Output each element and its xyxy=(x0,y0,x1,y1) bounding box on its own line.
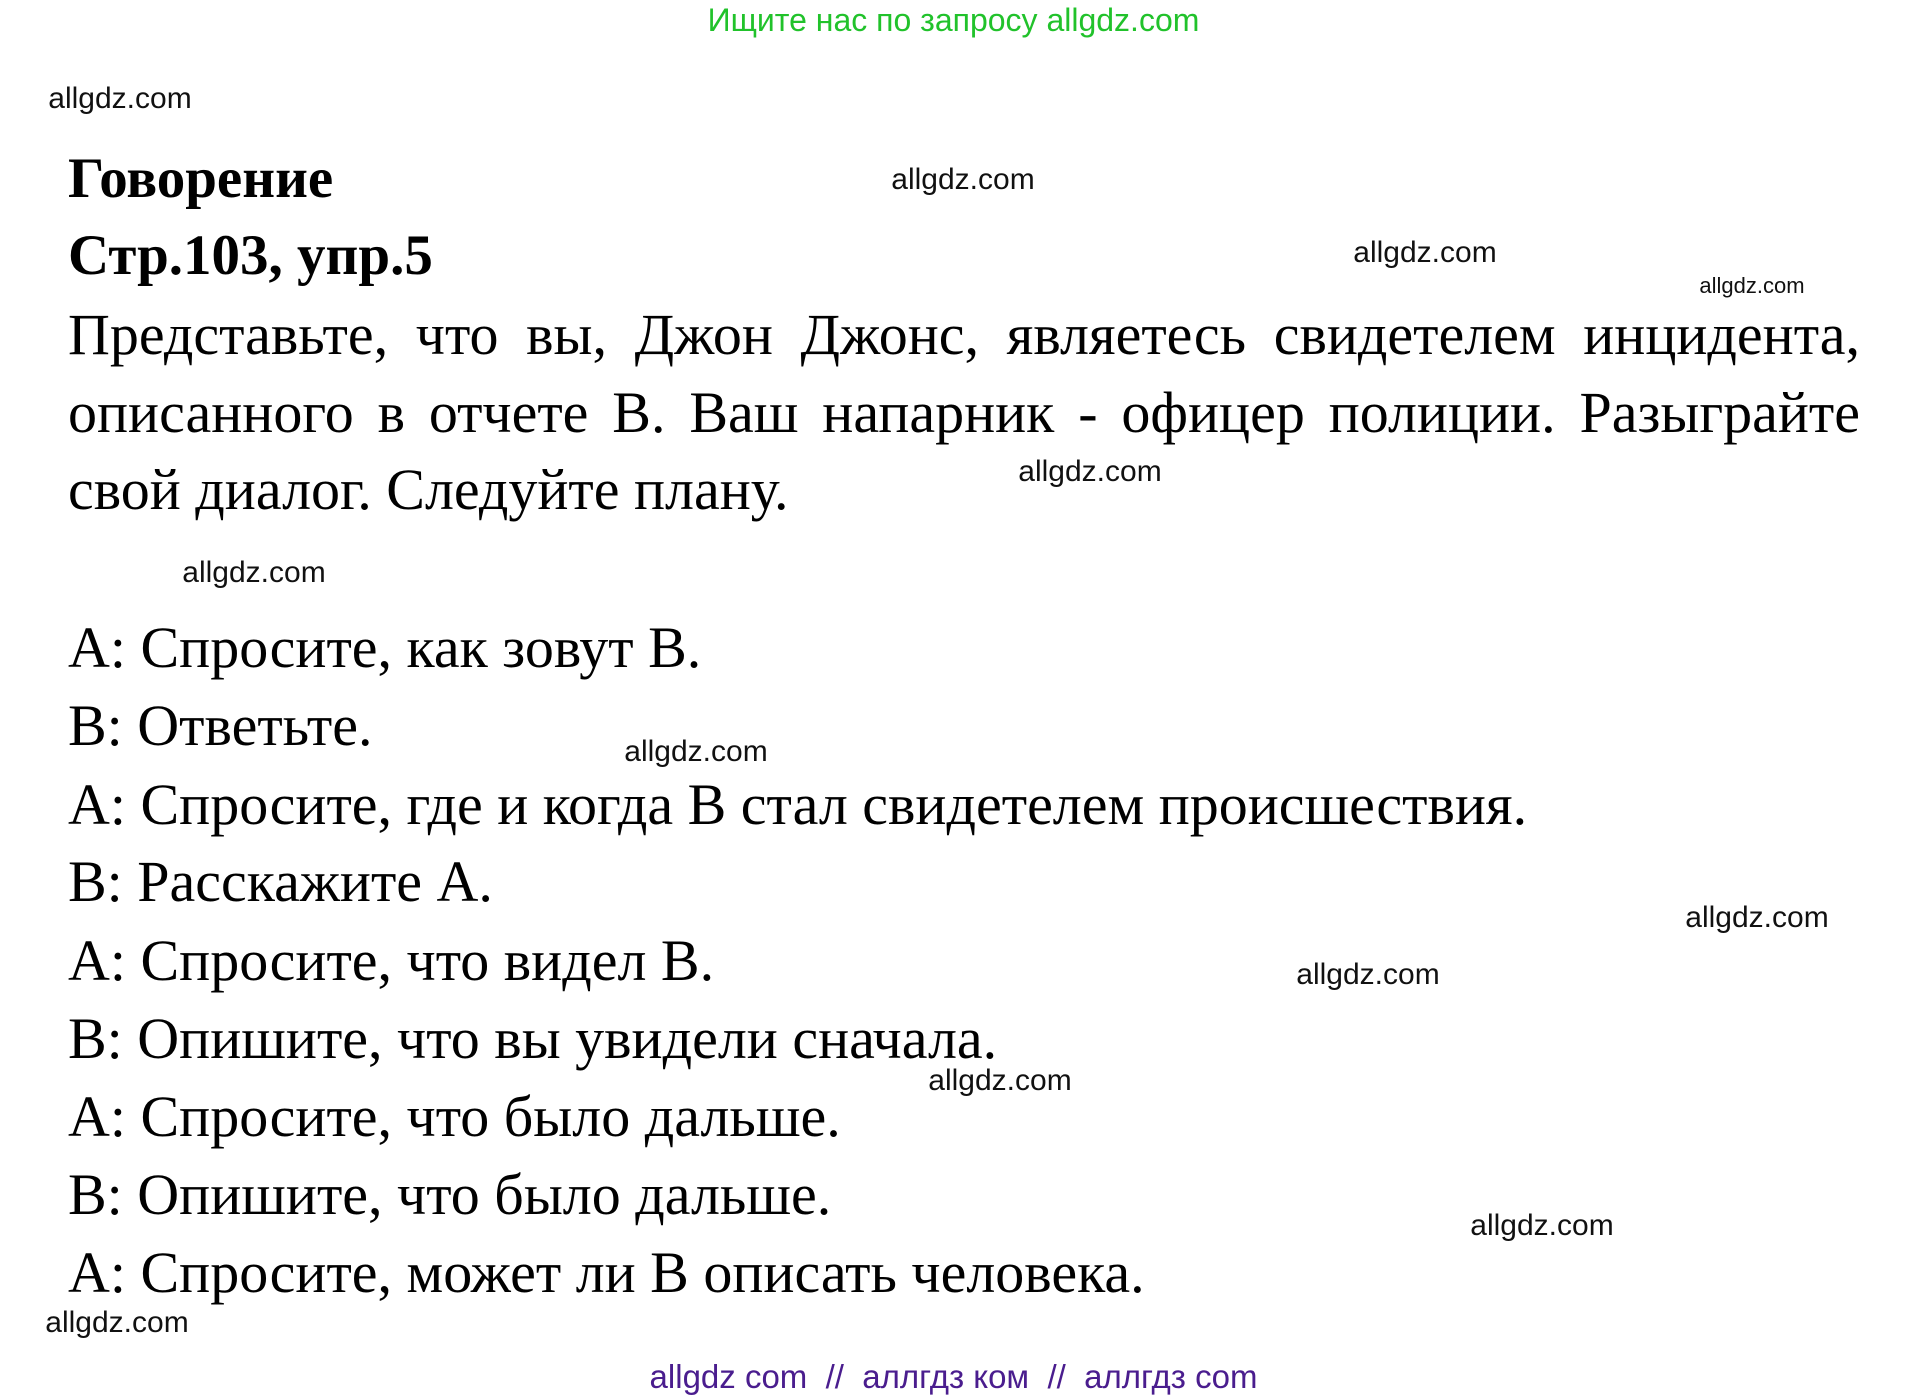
instruction-line: свой диалог. Следуйте плану. xyxy=(68,457,789,522)
dialogue-line: B: Расскажите A. xyxy=(68,849,493,914)
watermark: allgdz.com xyxy=(928,1064,1072,1097)
watermark: allgdz.com xyxy=(1685,901,1829,934)
watermark: allgdz.com xyxy=(45,1306,189,1339)
dialogue-line: B: Опишите, что было дальше. xyxy=(68,1162,832,1227)
watermark: allgdz.com xyxy=(1296,958,1440,991)
dialogue-line: B: Ответьте. xyxy=(68,693,373,758)
instruction-line: Представьте, что вы, Джон Джонс, являетесь свидетелем инцидента, xyxy=(68,302,1860,367)
section-title: Говорение xyxy=(68,147,334,210)
watermark: allgdz.com xyxy=(624,735,768,768)
watermark: allgdz.com xyxy=(1470,1209,1614,1242)
instruction-line: описанного в отчете B. Ваш напарник - офицер полиции. Разыграйте xyxy=(68,380,1860,445)
watermark: allgdz.com xyxy=(1353,236,1497,269)
top-banner: Ищите нас по запросу allgdz.com xyxy=(707,2,1200,38)
watermark: allgdz.com xyxy=(48,82,192,115)
dialogue-line: A: Спросите, что было дальше. xyxy=(68,1084,841,1149)
watermark: allgdz.com xyxy=(891,163,1035,196)
bottom-banner: allgdz com // аллгдз ком // аллгдз com xyxy=(649,1358,1258,1395)
dialogue-line: A: Спросите, может ли B описать человека. xyxy=(68,1240,1145,1305)
watermark: allgdz.com xyxy=(182,556,326,589)
exercise-reference: Стр.103, упр.5 xyxy=(68,224,433,287)
dialogue-line: A: Спросите, что видел B. xyxy=(68,928,715,993)
watermark: allgdz.com xyxy=(1699,273,1805,298)
watermark: allgdz.com xyxy=(1018,455,1162,488)
dialogue-line: B: Опишите, что вы увидели сначала. xyxy=(68,1006,998,1071)
dialogue-line: A: Спросите, где и когда B стал свидетелем происшествия. xyxy=(68,772,1528,837)
dialogue-line: A: Спросите, как зовут B. xyxy=(68,615,702,680)
